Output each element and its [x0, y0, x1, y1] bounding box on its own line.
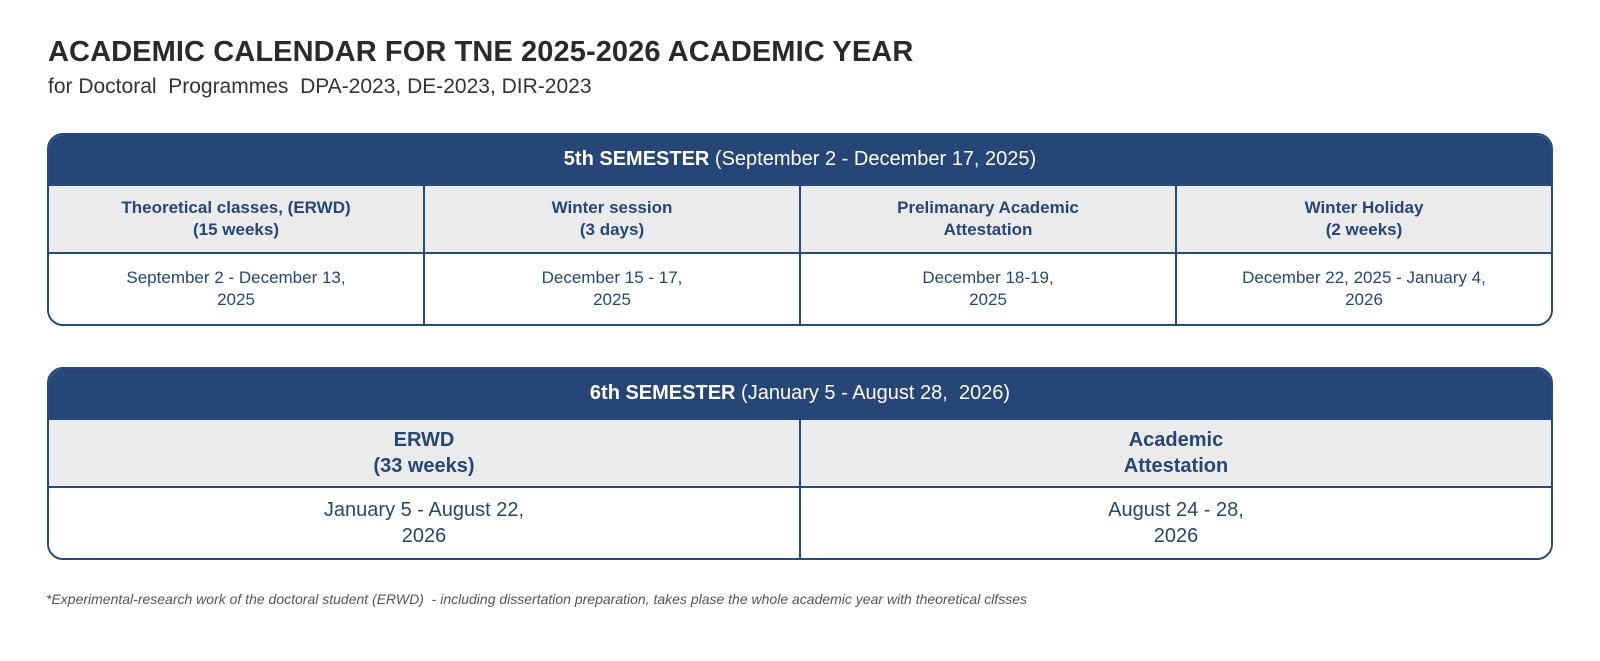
semester-5-date-cell [49, 254, 425, 324]
semester-5-table [47, 133, 1553, 326]
heading-erwd: ERWD (33 weeks) [373, 429, 475, 477]
semester-5-heading-cell [425, 186, 801, 252]
dates-theoretical-classes: September 2 - December 13, 2025 [126, 268, 346, 309]
heading-theoretical-classes: Theoretical classes, (ERWD) (15 weeks) [121, 198, 351, 239]
semester-5-name: 5th SEMESTER [563, 148, 710, 170]
semester-5-dates-row [49, 254, 1551, 324]
semester-6-date-cell [49, 488, 801, 558]
dates-winter-session: December 15 - 17, 2025 [541, 268, 683, 309]
semester-6-heading-cell [801, 420, 1551, 486]
dates-academic-attestation: August 24 - 28, 2026 [1108, 499, 1244, 547]
semester-5-date-cell [1177, 254, 1551, 324]
semester-5-header [49, 135, 1551, 184]
dates-preliminary-attestation: December 18-19, 2025 [922, 268, 1054, 309]
semester-5-heading-cell [49, 186, 425, 252]
semester-5-heading-row [49, 184, 1551, 254]
dates-winter-holiday: December 22, 2025 - January 4, 2026 [1242, 268, 1486, 309]
semester-6-header [49, 369, 1551, 418]
dates-erwd: January 5 - August 22, 2026 [323, 499, 525, 547]
semester-5-date-cell [801, 254, 1177, 324]
heading-academic-attestation: Academic Attestation [1123, 429, 1229, 477]
semester-5-range: (September 2 - December 17, 2025) [709, 148, 1037, 170]
heading-winter-session: Winter session (3 days) [551, 198, 673, 239]
semester-6-heading-cell [49, 420, 801, 486]
semester-6-date-cell [801, 488, 1551, 558]
heading-winter-holiday: Winter Holiday (2 weeks) [1304, 198, 1424, 239]
heading-preliminary-attestation: Prelimanary Academic Attestation [897, 198, 1079, 239]
page-title: ACADEMIC CALENDAR FOR TNE 2025-2026 ACADEMIC YEAR [48, 36, 914, 68]
semester-6-range: (January 5 - August 28, 2026) [735, 382, 1011, 404]
page-subtitle: for Doctoral Programmes DPA-2023, DE-2023, DIR-2023 [48, 75, 592, 98]
semester-6-name: 6th SEMESTER [589, 382, 736, 404]
semester-6-dates-row [49, 488, 1551, 558]
semester-5-heading-cell [1177, 186, 1551, 252]
semester-5-date-cell [425, 254, 801, 324]
semester-5-heading-cell [801, 186, 1177, 252]
footnote: *Experimental-research work of the doctoral student (ERWD) - including dissertation preparation, takes plase the whole academic year with theoretical clfsses [46, 591, 1027, 607]
semester-6-heading-row [49, 418, 1551, 488]
semester-6-table [47, 367, 1553, 560]
